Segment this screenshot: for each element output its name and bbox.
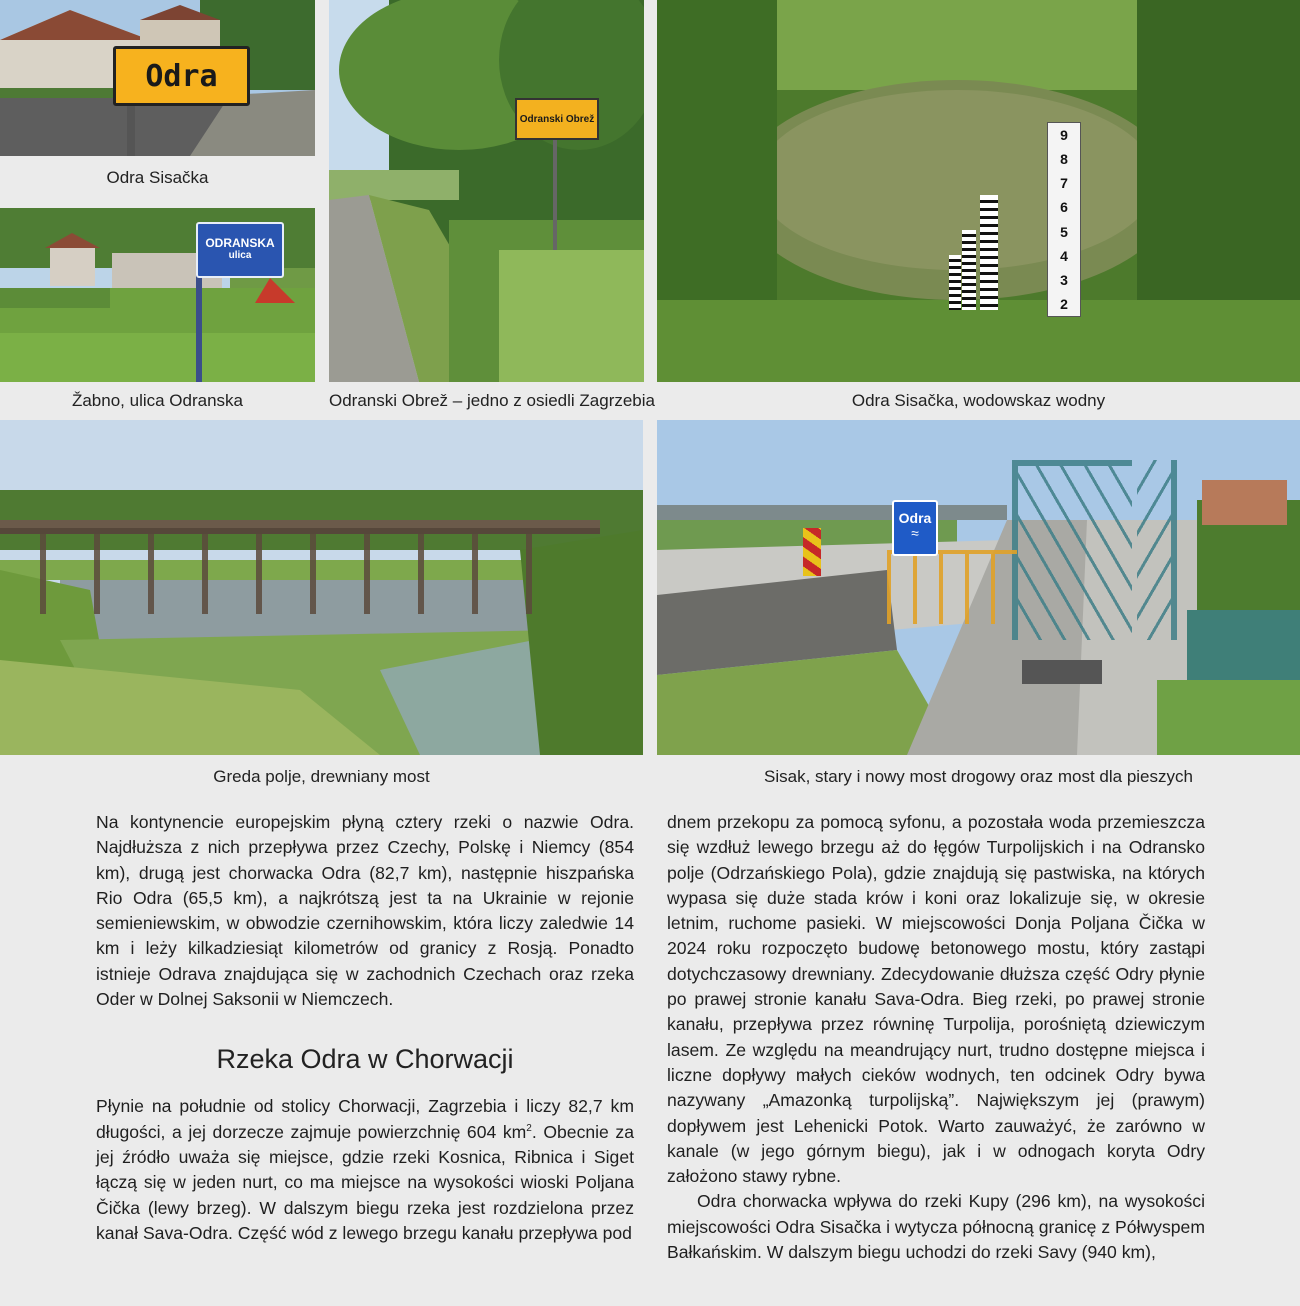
water-gauge-small-2 (962, 230, 976, 310)
water-gauge-small-1 (949, 255, 961, 310)
photo-sisak-bridges (657, 420, 1300, 755)
truss-left (1012, 460, 1132, 640)
zabno-sign (196, 222, 284, 278)
superscript-2: 2 (526, 1122, 532, 1134)
photo-zabno (0, 208, 315, 382)
bridge-piles (40, 534, 580, 614)
gauge-number: 4 (1060, 247, 1068, 264)
zabno-sign-line1: ODRANSKA (205, 236, 275, 250)
gauge-number: 6 (1060, 199, 1068, 216)
water-gauge-small-3 (980, 195, 998, 310)
caption-obrez: Odranski Obrež – jedno z osiedli Zagrzebia (329, 391, 655, 410)
paragraph-2-text-b: . Obecnie za jej źródło uważa się miejsce, gdzie rzeki Kosnica, Ribnica i Siget łączą się w jeden nurt, co ma miejsce na wysokości wioski Poljana Čička (lewy brzeg). W dalszym biegu rzeka jest rozdzielona przez kanał Sava-Odra. Część wód z lewego brzegu kanału przepływa pod (96, 1121, 634, 1243)
caption-greda: Greda polje, drewniany most (213, 767, 430, 786)
photo-odra-sisacka (0, 0, 315, 156)
caption-zabno: Žabno, ulica Odranska (71, 391, 244, 410)
gauge-number: 8 (1060, 151, 1068, 168)
obrez-sign: Odranski Obrež (515, 98, 599, 140)
article-paragraph-2 (96, 1094, 634, 1246)
photo-greda-polje-bridge (0, 420, 643, 755)
caption-gauge: Odra Sisačka, wodowskaz wodny (851, 391, 1106, 410)
photo-water-gauge (657, 0, 1300, 382)
paragraph-2-text-a: Płynie na południe od stolicy Chorwacji, Zagrzebia i liczy 82,7 km długości, a jej dorzecze zajmuje powierzchnię 604 km (96, 1096, 634, 1142)
caption-odra-sisacka: Odra Sisačka (106, 168, 209, 187)
bridge-railing (887, 550, 1017, 624)
gauge-number: 5 (1060, 223, 1068, 240)
chevron-sign (803, 528, 821, 576)
gauge-number: 7 (1060, 175, 1068, 192)
article-intro: Na kontynencie europejskim płyną cztery rzeki o nazwie Odra. Najdłuższa z nich przepływa przez Czechy, Polskę i Niemcy (854 km), drugą jest chorwacka Odra (82,7 km), następnie hiszpańska Rio Odra (65,5 km), a najkrótszą jest ta na Ukrainie w rejonie semieniewskim, w obwodzie czernihowskim, która liczy zaledwie 14 km i leży kilkadziesiąt kilometrów od granicy z Rosją. Ponadto istnieje Odrava znajdująca się w zachodnich Czechach oraz rzeka Oder w Dolnej Saksonii w Niemczech. (96, 812, 634, 1010)
sisak-river-sign-text: Odra (898, 510, 932, 526)
section-heading: Rzeka Odra w Chorwacji (216, 1044, 514, 1075)
obrez-sign-post (553, 138, 557, 250)
article-column-left (96, 810, 634, 1246)
gauge-number: 2 (1060, 295, 1068, 312)
sisak-river-sign (892, 500, 938, 556)
water-gauge-main (1047, 122, 1081, 317)
gauge-number: 3 (1060, 271, 1068, 288)
photo-odranski-obrez (329, 0, 644, 382)
gauge-number: 9 (1060, 127, 1068, 144)
article-column-right (667, 810, 1205, 1265)
truss-right (1137, 460, 1177, 640)
waves-icon: ≈ (911, 525, 919, 541)
zabno-sign-line2: ulica (228, 250, 252, 261)
article-paragraph-3: dnem przekopu za pomocą syfonu, a pozostała woda przemieszcza się wzdłuż lewego brzegu aż do łęgów Turpolijskich i na Odransko polje (Odrzańskiego Pola), gdzie znajdują się pastwiska, na których wypasa się duże stada krów i koni oraz lokalizuje się, w okresie letnim, ruchome pasieki. W miejscowości Donja Poljana Čička w 2024 roku rozpoczęto budowę betonowego mostu, który zastąpi dotychczasowy drewniany. Zdecydowanie dłuższa część Odry płynie po prawej stronie kanału Sava-Odra. Bieg rzeki, po prawej stronie kanału, przepływa przez równinę Turpolija, porośniętą dziewiczym lasem. Ze względu na meandrujący nurt, trudno dostępne miejsca i liczne dopływy małych cieków wodnych, ten odcinek Odry bywa nazywany „Amazonką turpolijską”. Największym jej (prawym) dopływem jest Lehenicki Potok. Warto zauważyć, że zarówno w kanale (w jego górnym biegu), jak i w odnogach koryta Odry założono stawy rybne. (667, 812, 1205, 1187)
caption-sisak: Sisak, stary i nowy most drogowy oraz most dla pieszych (764, 767, 1193, 786)
article-paragraph-4: Odra chorwacka wpływa do rzeki Kupy (296 km), na wysokości miejscowości Odra Sisačka i wytycza północną granicę z Półwyspem Bałkańskim. W dalszym biegu uchodzi do rzeki Savy (940 km), (667, 1191, 1205, 1263)
odra-sign: Odra (113, 46, 250, 106)
